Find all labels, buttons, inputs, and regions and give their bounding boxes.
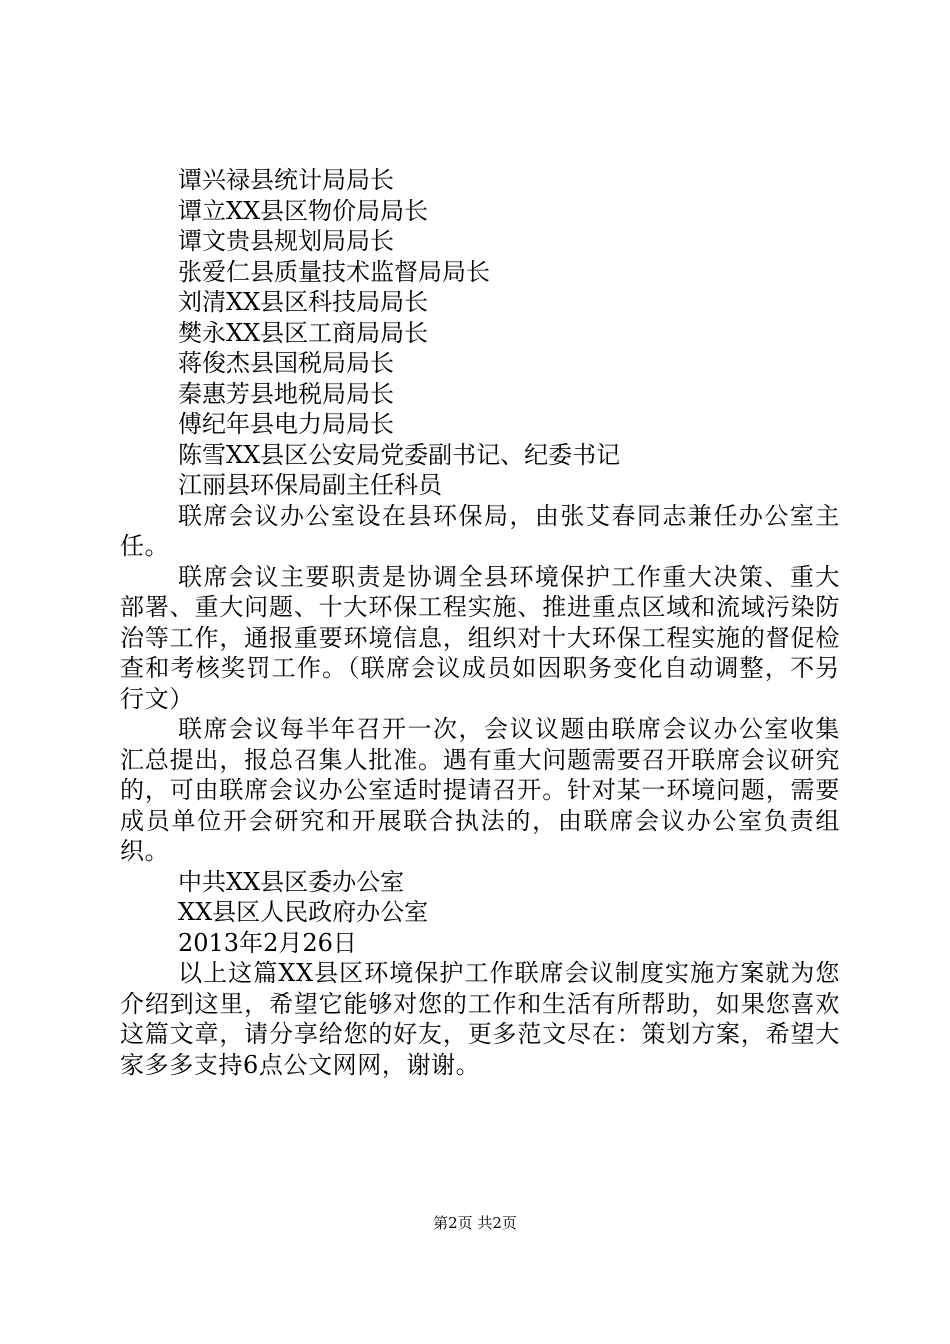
duties-paragraph: 联席会议主要职责是协调全县环境保护工作重大决策、重大部署、重大问题、十大环保工程实施、推进重点区域和流域污染防治等工作，通报重要环境信息，组织对十大环保工程实施的督促检查和考核奖罚工作。（联席会议成员如因职务变化自动调整，不另行文） — [120, 562, 840, 713]
meeting-paragraph: 联席会议每半年召开一次，会议议题由联席会议办公室收集汇总提出，报总召集人批准。遇有重大问题需要召开联席会议研究的，可由联席会议办公室适时提请召开。针对某一环境问题，需要成员单位开会研究和开展联合执法的，由联席会议办公室负责组织。 — [120, 715, 840, 865]
member-line: 傅纪年县电力局局长 — [178, 410, 394, 438]
member-line: 谭兴禄县统计局局长 — [178, 166, 394, 194]
member-line: 秦惠芳县地税局局长 — [178, 379, 394, 408]
member-line: 陈雪XX县区公安局党委副书记、纪委书记 — [178, 440, 621, 469]
member-line: 谭文贵县规划局局长 — [178, 227, 394, 255]
document-body — [120, 165, 840, 1080]
member-line: 刘清XX县区科技局局长 — [178, 288, 429, 316]
closing-paragraph: 以上这篇XX县区环境保护工作联席会议制度实施方案就为您介绍到这里，希望它能够对您的工作和生活有所帮助，如果您喜欢这篇文章，请分享给您的好友，更多范文尽在：策划方案，希望大家多多支持6点公文网网，谢谢。 — [120, 959, 840, 1079]
document-date: 2013年2月26日 — [178, 928, 357, 957]
member-line: 谭立XX县区物价局局长 — [178, 196, 429, 225]
member-line: 樊永XX县区工商局局长 — [178, 318, 429, 347]
member-line: 江丽县环保局副主任科员 — [178, 471, 442, 499]
page-number-footer: 第2页 共2页 — [433, 1214, 517, 1232]
signature-government-office: XX县区人民政府办公室 — [178, 898, 429, 926]
member-line: 张爱仁县质量技术监督局局长 — [178, 257, 490, 286]
office-paragraph: 联席会议办公室设在县环保局，由张艾春同志兼任办公室主任。 — [120, 501, 840, 560]
member-line: 蒋俊杰县国税局局长 — [178, 349, 394, 377]
signature-party-office: 中共XX县区委办公室 — [178, 867, 405, 896]
